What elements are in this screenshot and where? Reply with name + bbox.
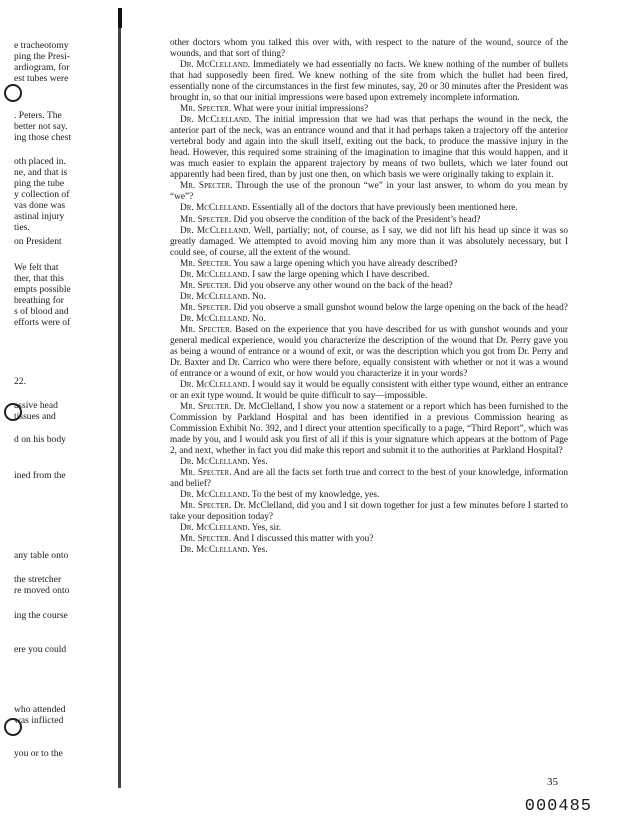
speaker-name: Dr. McClelland. — [180, 60, 251, 71]
paragraph-text: Through the use of the pronoun “we” in your last answer, to whom do you mean by “we”? — [170, 181, 569, 203]
speaker-name: Mr. Specter. — [180, 402, 232, 413]
speaker-name: Mr. Specter. — [180, 258, 232, 269]
paragraph-text: Based on the experience that you have described for us with gunshot wounds and your general medical experience, would you characterize the description of the wound that Dr. Perry gave you as being a wound of entrance or a wound of exit, or was the description which you got from Dr. Perry and Dr. Baxter and Dr. Carrico who were there before, equally consistent with whether or not it was a wound of entrance or a wound of exit, or how would you characterize it in your words? — [170, 324, 569, 379]
speaker-name: Dr. McClelland. — [180, 225, 251, 236]
document-stamp-number: 000485 — [524, 797, 592, 816]
page-number: 35 — [547, 776, 558, 788]
testimony-paragraph — [170, 523, 568, 534]
testimony-paragraph — [170, 325, 568, 380]
fragment-line: efforts were of — [14, 317, 71, 328]
paragraph-text: You saw a large opening which you have already described? — [233, 258, 458, 269]
paragraph-text: Did you observe the condition of the back of the President’s head? — [233, 214, 481, 225]
testimony-paragraph — [170, 292, 568, 303]
speaker-name: Mr. Specter. — [180, 501, 232, 512]
fragment-line: ere you could — [14, 644, 67, 655]
fragment-line: d on his body — [14, 434, 66, 445]
paragraph-text: Dr. McClelland, did you and I sit down together for just a few minutes before I started to take your deposition today? — [170, 501, 569, 523]
paragraph-text: To the best of my knowledge, yes. — [251, 490, 380, 501]
testimony-paragraph — [170, 545, 568, 556]
paragraph-text: Yes. — [251, 457, 268, 468]
fragment-line: vas done was — [14, 200, 66, 211]
testimony-paragraph — [170, 314, 568, 325]
fragment-line: assive head — [14, 400, 58, 411]
fragment-line: ing the course — [14, 610, 68, 621]
fragment-line: re moved onto — [14, 585, 70, 596]
punch-hole — [4, 84, 22, 102]
paragraph-text: I saw the large opening which I have described. — [252, 269, 430, 280]
testimony-paragraph — [170, 60, 568, 104]
fragment-line: the stretcher — [14, 574, 62, 585]
fragment-line: was inflicted — [14, 715, 64, 726]
fragment-line: on President — [14, 236, 62, 247]
paragraph-text: Did you observe a small gunshot wound below the large opening on the back of the head? — [233, 302, 568, 313]
testimony-paragraph — [170, 281, 568, 292]
binding-mark — [118, 8, 122, 28]
testimony-paragraph — [170, 468, 568, 490]
testimony-paragraph — [170, 259, 568, 270]
fragment-line: who attended — [14, 704, 66, 715]
paragraph-text: No. — [252, 313, 266, 324]
fragment-line: . Peters. The — [14, 110, 62, 121]
testimony-paragraph — [170, 203, 568, 214]
speaker-name: Dr. McClelland. — [180, 523, 250, 534]
fragment-line: oth placed in. — [14, 156, 66, 167]
testimony-paragraph — [170, 534, 568, 545]
testimony-paragraph — [170, 490, 568, 501]
fragment-line: ne, and that is — [14, 167, 68, 178]
paragraph-text: Yes, sir. — [251, 523, 282, 534]
testimony-paragraph — [170, 270, 568, 281]
paragraph-text: Dr. McClelland, I show you now a statement or a report which has been furnished to the Commission by Parkland Hospital and has been identified in a previous Commission hearing as Commission Exhibit No. 392, and I direct your attention specifically to a page, “Third Report”, which was made by you, and I would ask you first of all if this is your signature which appears at the bottom of Page 2, and next, whether in fact you did make this report and submit it to the authorities at Parkland Hospital? — [170, 402, 568, 457]
speaker-name: Mr. Specter. — [180, 324, 232, 335]
fragment-line: tissues and — [14, 411, 56, 422]
paragraph-text: Essentially all of the doctors that have previously been mentioned here. — [252, 203, 518, 214]
testimony-paragraph — [170, 501, 568, 523]
fragment-line: empts possible — [14, 284, 71, 295]
speaker-name: Dr. McClelland. — [180, 545, 250, 556]
paragraph-text: Immediately we had essentially no facts. We knew nothing of the number of bullets that had supposedly been fired. We knew nothing of the site from which the bullet had been fired, essentially none of the circumstances in the first few minutes, say, 20 or 30 minutes after the President was brought in, so that our initial impressions were based upon extremely incomplete information. — [170, 60, 569, 104]
paragraph-text: The initial impression that we had was that perhaps the wound in the neck, the anterior part of the neck, was an entrance wound and that it had perhaps taken a trajectory off the anterior vertebral body and again into the skull itself, exiting out the back, to produce the massive injury in the head. However, this required some straining of the imagination to imagine that this would happen, and it was much easier to explain the apparent trajectory by means of two bullets, which we later found out apparently had been fired, than by just one then, on which basis we were originally taking to explain it. — [170, 115, 569, 181]
fragment-line: ping the Presi- — [14, 51, 70, 62]
fragment-line: e tracheotomy — [14, 40, 69, 51]
speaker-name: Mr. Specter. — [180, 302, 232, 313]
speaker-name: Mr. Specter. — [180, 214, 232, 225]
fragment-line: ther, that this — [14, 273, 64, 284]
speaker-name: Mr. Specter. — [180, 280, 232, 291]
fragment-line: ing those chest — [14, 132, 72, 143]
fragment-line: ties. — [14, 222, 30, 233]
fragment-line: you or to the — [14, 748, 63, 759]
speaker-name: Dr. McClelland. — [180, 457, 250, 468]
fragment-line: breathing for — [14, 295, 64, 306]
testimony-paragraph — [170, 380, 568, 402]
fragment-line: y collection of — [14, 189, 70, 200]
testimony-paragraph — [170, 303, 568, 314]
testimony-paragraph — [170, 402, 568, 457]
fragment-line: 22. — [14, 376, 26, 387]
paragraph-text: And are all the facts set forth true and correct to the best of your knowledge, information and belief? — [170, 468, 569, 490]
fragment-line: ping the tube — [14, 178, 65, 189]
testimony-paragraph — [170, 181, 568, 203]
testimony-paragraph — [170, 38, 568, 60]
paragraph-text: And I discussed this matter with you? — [232, 534, 374, 545]
paragraph-text: other doctors whom you talked this over with, with respect to the nature of the wound, source of the wounds, and that sort of thing? — [170, 38, 568, 60]
speaker-name: Dr. McClelland. — [180, 203, 250, 214]
speaker-name: Mr. Specter. — [180, 181, 233, 192]
speaker-name: Mr. Specter. — [180, 468, 232, 479]
speaker-name: Dr. McClelland. — [180, 379, 250, 390]
speaker-name: Dr. McClelland. — [180, 115, 252, 126]
paragraph-text: Well, partially; not, of course, as I say, we did not lift his head up since it was so greatly damaged. We attempted to avoid moving him any more than it was absolutely necessary, but I could see, of course, all the extent of the wound. — [170, 225, 569, 258]
speaker-name: Dr. McClelland. — [180, 291, 250, 302]
speaker-name: Dr. McClelland. — [180, 490, 250, 501]
paragraph-text: What were your initial impressions? — [233, 104, 369, 115]
paragraph-text: Yes. — [251, 545, 268, 556]
testimony-paragraph — [170, 215, 568, 226]
fragment-line: We felt that — [14, 262, 59, 273]
paragraph-text: Did you observe any other wound on the back of the head? — [233, 280, 453, 291]
fragment-line: better not say. — [14, 121, 68, 132]
paragraph-text: No. — [252, 291, 266, 302]
fragment-line: astinal injury — [14, 211, 65, 222]
speaker-name: Mr. Specter. — [180, 534, 232, 545]
paragraph-text: I would say it would be equally consistent with either type wound, either an entrance or an exit type wound. It would be quite difficult to say—impossible. — [170, 379, 569, 401]
testimony-paragraph — [170, 104, 568, 115]
testimony-paragraph — [170, 226, 568, 259]
fragment-line: ined from the — [14, 470, 66, 481]
speaker-name: Mr. Specter. — [180, 104, 232, 115]
testimony-paragraph — [170, 115, 568, 181]
fragment-line: any table onto — [14, 550, 69, 561]
fragment-line: est tubes were — [14, 73, 69, 84]
speaker-name: Dr. McClelland. — [180, 313, 250, 324]
testimony-paragraph — [170, 457, 568, 468]
fragment-line: s of blood and — [14, 306, 69, 317]
testimony-text — [170, 38, 568, 556]
fragment-line: ardiogram, for — [14, 62, 70, 73]
speaker-name: Dr. McClelland. — [180, 269, 250, 280]
